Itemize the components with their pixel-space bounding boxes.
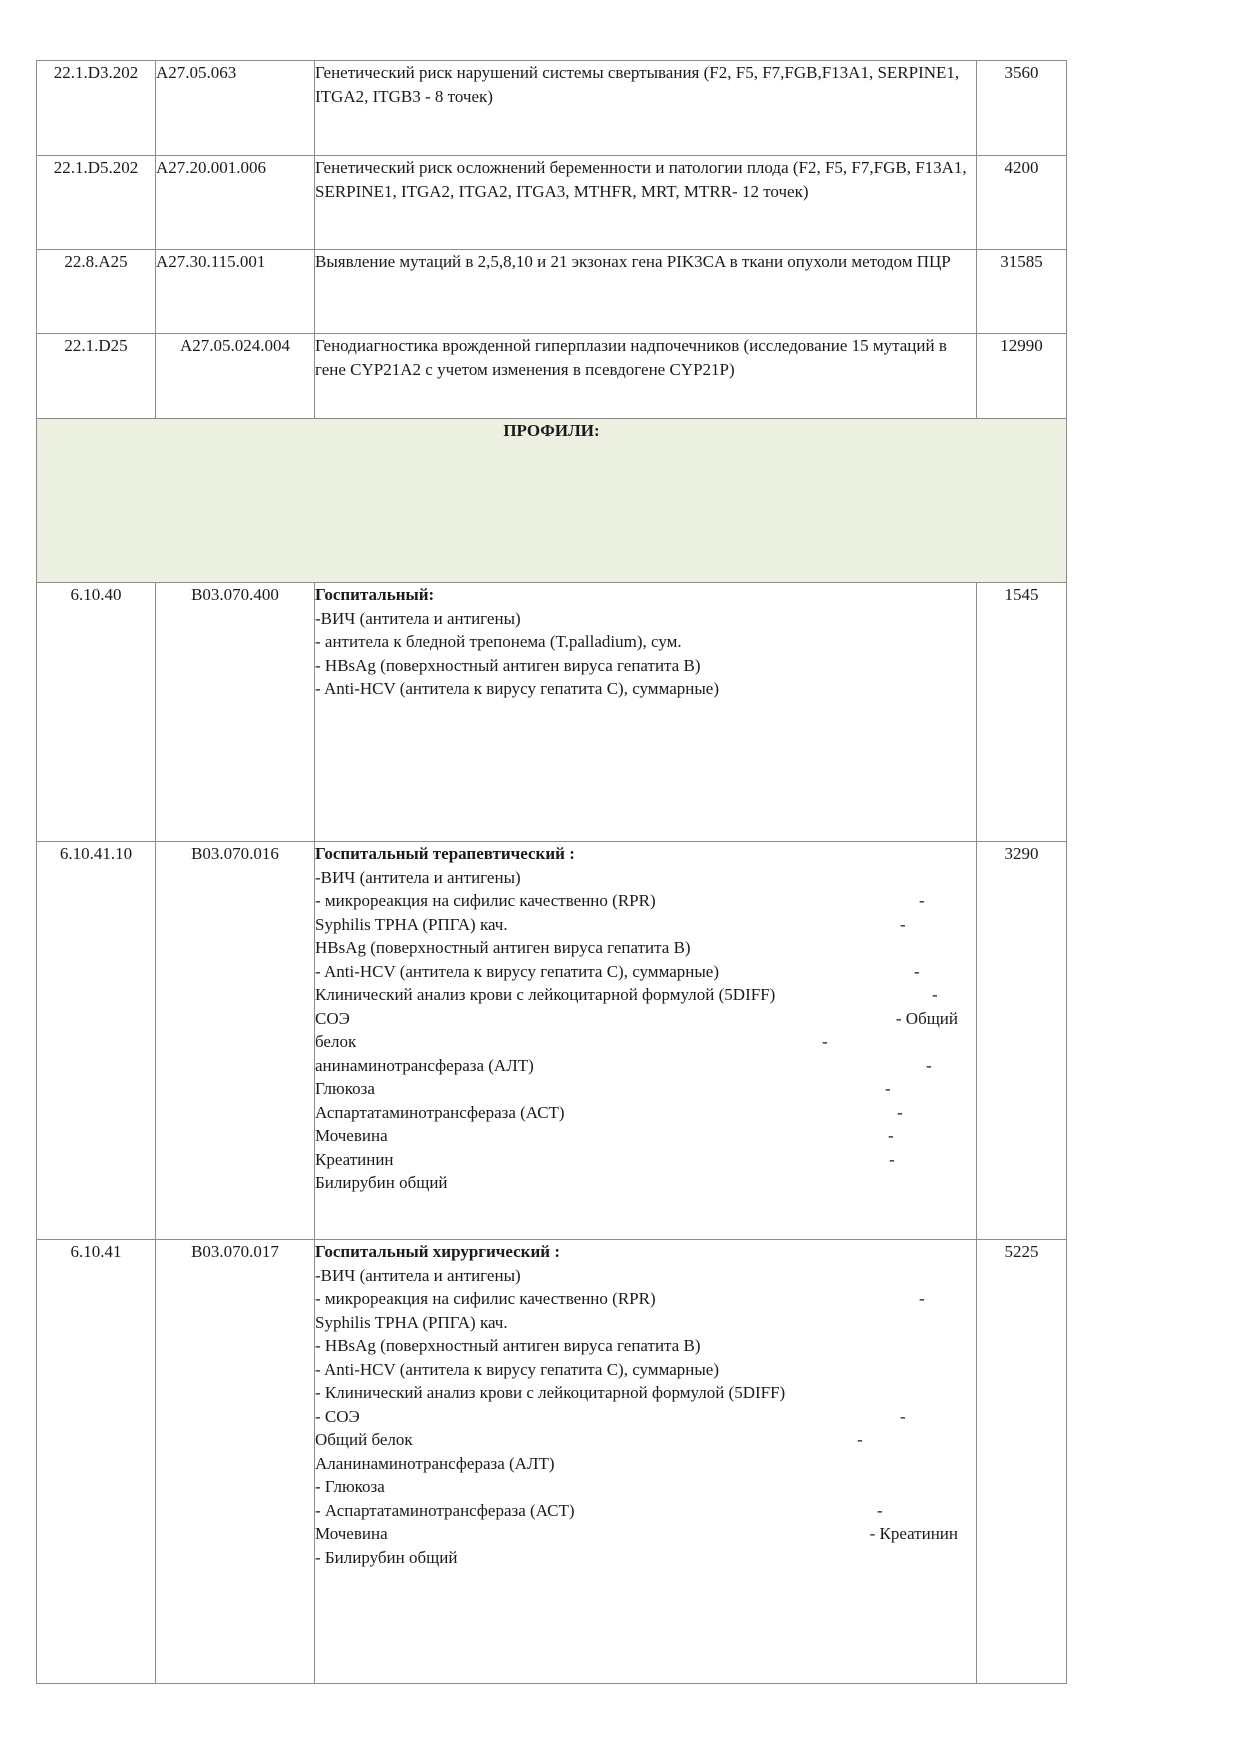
profile-line — [315, 1428, 976, 1452]
profile-line — [315, 889, 976, 913]
profile-line — [315, 1522, 976, 1546]
profile-line — [315, 1405, 976, 1429]
row-description: Генетический риск осложнений беременности и патологии плода (F2, F5, F7,FGB, F13A1, SERPINE1, ITGA2, ITGA2, ITGA3, MTHFR, MRT, MTRR- 12 точек) — [315, 156, 977, 250]
profile-line — [315, 960, 976, 984]
line-text: - микрореакция на сифилис качественно (RPR) — [315, 1289, 656, 1308]
line-text: Общий белок — [315, 1430, 413, 1449]
line-right-text: - Креатинин — [869, 1524, 958, 1543]
dash-separator: - — [888, 1126, 894, 1145]
line-text: Аспартатаминотрансфераза (АСТ) — [315, 1102, 565, 1122]
section-title: ПРОФИЛИ: — [37, 419, 1067, 583]
line-text: - Anti-HCV (антитела к вирусу гепатита С), суммарные) — [315, 961, 719, 981]
dash-separator: - — [885, 1079, 891, 1098]
profile-line — [315, 1030, 976, 1054]
table-row — [37, 61, 1067, 156]
profile-line — [315, 913, 976, 937]
line-text: - Билирубин общий — [315, 1547, 458, 1567]
profile-line — [315, 1499, 976, 1523]
line-text: Аланинаминотрансфераза (АЛТ) — [315, 1453, 555, 1473]
service-code: A27.20.001.006 — [156, 156, 315, 250]
line-text: Мочевина — [315, 1524, 388, 1543]
profile-line — [315, 1546, 976, 1570]
service-code: B03.070.017 — [156, 1240, 315, 1684]
row-code: 6.10.40 — [37, 583, 156, 842]
profile-line — [315, 983, 976, 1007]
service-code: A27.05.024.004 — [156, 334, 315, 419]
row-price: 3290 — [977, 842, 1067, 1240]
line-text: - Глюкоза — [315, 1477, 385, 1496]
row-description — [315, 842, 977, 1240]
row-description: Генетический риск нарушений системы свертывания (F2, F5, F7,FGB,F13A1, SERPINE1, ITGA2, ITGB3 - 8 точек) — [315, 61, 977, 156]
profile-title: Госпитальный хирургический : — [315, 1242, 560, 1261]
row-description: Генодиагностика врожденной гиперплазии надпочечников (исследование 15 мутаций в гене CYP21A2 с учетом изменения в псевдогене CYP21P) — [315, 334, 977, 419]
line-text: - HBsAg (поверхностный антиген вируса гепатита В) — [315, 1336, 701, 1355]
service-code: A27.05.063 — [156, 61, 315, 156]
profile-line — [315, 1264, 976, 1288]
line-text: - СОЭ — [315, 1406, 360, 1426]
dash-separator: - — [932, 985, 938, 1004]
profile-title: Госпитальный терапевтический : — [315, 844, 575, 863]
row-code: 6.10.41.10 — [37, 842, 156, 1240]
profile-line — [315, 1311, 976, 1335]
table-row — [37, 250, 1067, 334]
profile-line — [315, 1171, 976, 1195]
section-row — [37, 419, 1067, 583]
dash-separator: - — [857, 1430, 863, 1449]
profile-line: - антитела к бледной трепонема (T.palladium), сум. — [315, 632, 682, 651]
profile-title: Госпитальный: — [315, 585, 435, 604]
line-text: Syphilis TPHA (РПГА) кач. — [315, 914, 508, 934]
line-text: -ВИЧ (антитела и антигены) — [315, 1265, 521, 1285]
profile-line — [315, 1475, 976, 1499]
dash-separator: - — [919, 891, 925, 910]
profile-line — [315, 866, 976, 890]
line-text: - Аспартатаминотрансфераза (АСТ) — [315, 1500, 575, 1520]
profile-line — [315, 936, 976, 960]
row-price: 4200 — [977, 156, 1067, 250]
line-text: HBsAg (поверхностный антиген вируса гепатита В) — [315, 938, 691, 957]
dash-separator: - — [877, 1500, 883, 1520]
line-text: - Anti-HCV (антитела к вирусу гепатита С), суммарные) — [315, 1359, 719, 1379]
dash-separator: - — [900, 914, 906, 934]
table-row — [37, 583, 1067, 842]
profile-line — [315, 1124, 976, 1148]
row-code: 22.8.A25 — [37, 250, 156, 334]
row-price: 3560 — [977, 61, 1067, 156]
line-text: Креатинин — [315, 1149, 394, 1169]
profile-line — [315, 1381, 976, 1405]
profile-line — [315, 1287, 976, 1311]
row-code: 22.1.D25 — [37, 334, 156, 419]
dash-separator: - — [897, 1102, 903, 1122]
row-code: 6.10.41 — [37, 1240, 156, 1684]
profile-line — [315, 1358, 976, 1382]
service-code: B03.070.016 — [156, 842, 315, 1240]
dash-separator: - — [889, 1149, 895, 1169]
dash-separator: - — [914, 961, 920, 981]
line-text: Глюкоза — [315, 1079, 375, 1098]
line-text: -ВИЧ (антитела и антигены) — [315, 867, 521, 887]
line-text: Клинический анализ крови с лейкоцитарной формулой (5DIFF) — [315, 985, 776, 1004]
profile-line — [315, 1148, 976, 1172]
row-code: 22.1.D5.202 — [37, 156, 156, 250]
dash-separator: - — [900, 1406, 906, 1426]
dash-separator: - — [926, 1055, 932, 1075]
dash-separator: - — [822, 1032, 828, 1051]
profile-line — [315, 1054, 976, 1078]
profile-line: - HBsAg (поверхностный антиген вируса гепатита В) — [315, 655, 701, 675]
line-text: белок — [315, 1032, 357, 1051]
line-text: анинаминотрансфераза (АЛТ) — [315, 1055, 534, 1075]
table-row — [37, 842, 1067, 1240]
line-text: Билирубин общий — [315, 1173, 448, 1192]
service-code: A27.30.115.001 — [156, 250, 315, 334]
line-text: СОЭ — [315, 1008, 350, 1028]
table-row — [37, 334, 1067, 419]
line-right-text: - Общий — [895, 1008, 958, 1028]
profile-line — [315, 1077, 976, 1101]
row-price: 5225 — [977, 1240, 1067, 1684]
row-price: 12990 — [977, 334, 1067, 419]
row-price: 1545 — [977, 583, 1067, 842]
line-text: Мочевина — [315, 1126, 388, 1145]
service-code: B03.070.400 — [156, 583, 315, 842]
row-description — [315, 583, 977, 842]
line-text: - Клинический анализ крови с лейкоцитарной формулой (5DIFF) — [315, 1383, 786, 1402]
table-row — [37, 156, 1067, 250]
row-description: Выявление мутаций в 2,5,8,10 и 21 экзонах гена PIK3CA в ткани опухоли методом ПЦР — [315, 250, 977, 334]
line-text: - микрореакция на сифилис качественно (RPR) — [315, 891, 656, 910]
row-description — [315, 1240, 977, 1684]
dash-separator: - — [919, 1289, 925, 1308]
profile-line: -ВИЧ (антитела и антигены) — [315, 608, 521, 628]
line-text: Syphilis TPHA (РПГА) кач. — [315, 1312, 508, 1332]
profile-line — [315, 1452, 976, 1476]
row-price: 31585 — [977, 250, 1067, 334]
table-row — [37, 1240, 1067, 1684]
price-list-table — [36, 60, 1067, 1684]
profile-line — [315, 1101, 976, 1125]
profile-line: - Anti-HCV (антитела к вирусу гепатита С), суммарные) — [315, 679, 719, 698]
profile-line — [315, 1007, 976, 1031]
profile-line — [315, 1334, 976, 1358]
row-code: 22.1.D3.202 — [37, 61, 156, 156]
